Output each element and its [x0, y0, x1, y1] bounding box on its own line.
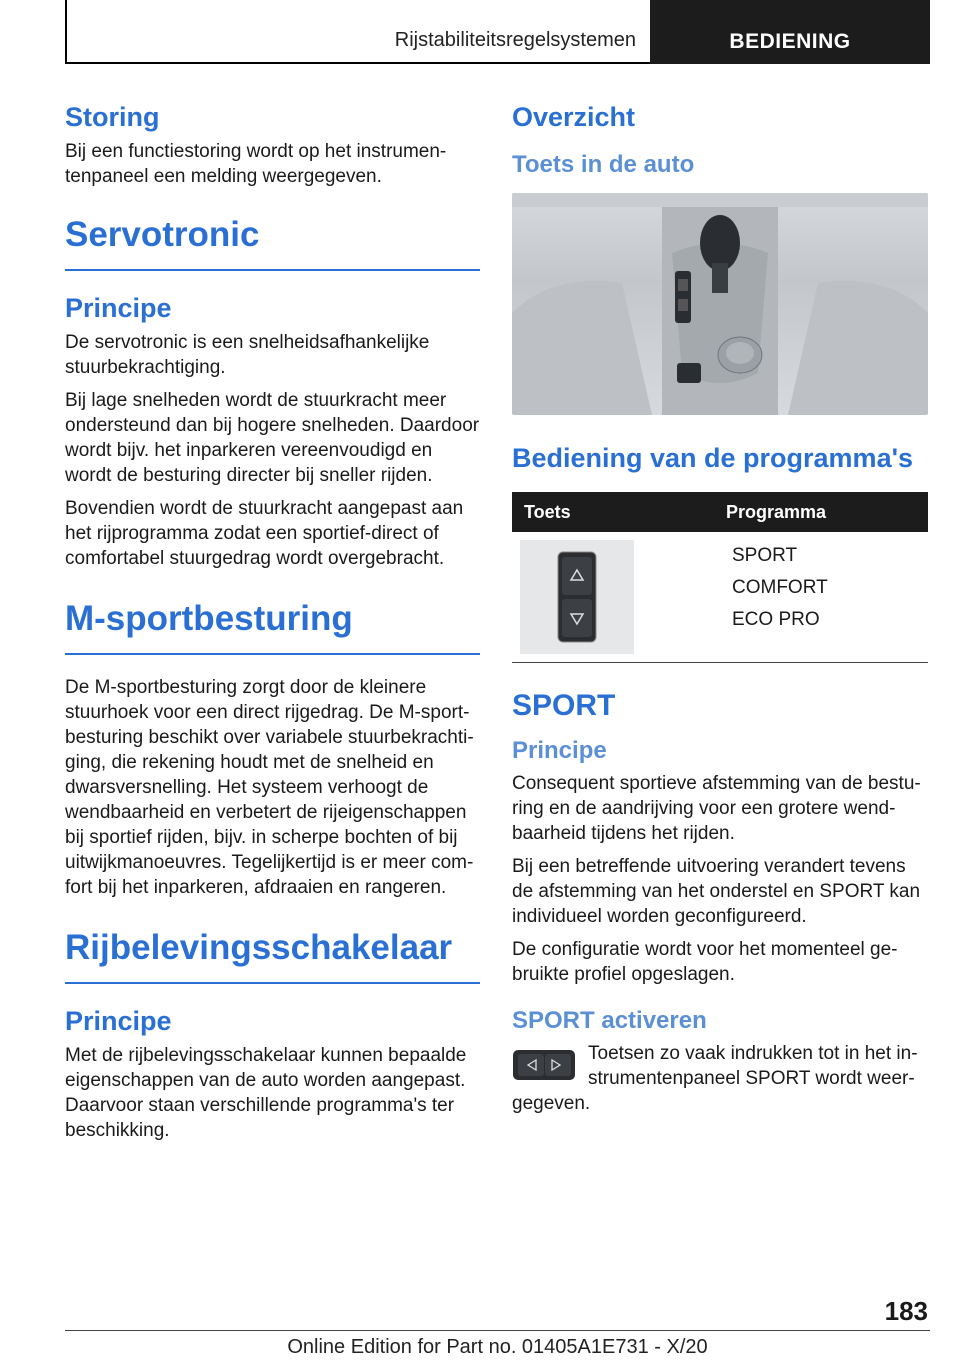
principe-heading-servotronic: Principe: [65, 293, 172, 323]
programs-table: [512, 492, 928, 663]
table-header-toets: Toets: [512, 492, 714, 532]
edition-footer: Online Edition for Part no. 01405A1E731 - X/20: [287, 1336, 708, 1358]
activeren-block: [512, 1041, 928, 1116]
storing-text: Bij een functiestoring wordt op het instrumen-tenpaneel een melding weergegeven.: [65, 141, 447, 187]
left-column: [65, 100, 480, 1151]
program-comfort: COMFORT: [732, 577, 828, 598]
page-number: 183: [884, 1296, 928, 1326]
console-illustration: [512, 193, 928, 415]
chapter-tab: BEDIENING: [650, 0, 930, 64]
toggle-switch-image: [520, 540, 634, 654]
rijbeleving-heading: Rijbelevingsschakelaar: [65, 928, 480, 984]
servotronic-paragraph-2: Bij lage snelheden wordt de stuurkracht meer ondersteund dan bij hogere snelheden. Daardoor wordt bijv. het inparkeren vereenvoudigd en wordt de besturing directer bij sneller rijden.: [65, 390, 480, 486]
sport-paragraph-3: De configuratie wordt voor het momenteel ge-bruikte profiel opgeslagen.: [512, 939, 898, 985]
sport-toggle-icon: [557, 551, 597, 643]
program-eco-pro: ECO PRO: [732, 609, 820, 630]
sport-activeren-heading: SPORT activeren: [512, 1007, 707, 1034]
sport-heading: SPORT: [512, 689, 616, 722]
toets-heading: Toets in de auto: [512, 151, 695, 178]
storing-heading: Storing: [65, 102, 160, 132]
sport-paragraph-2: Bij een betreffende uitvoering verandert tevens de afstemming van het onderstel en SPORT kan individueel worden geconfigureerd.: [512, 856, 921, 927]
msport-paragraph: De M-sportbesturing zorgt door de kleinere stuurhoek voor een direct rijgedrag. De M-sport-besturing beschikt over variabele stuurbekrachti-ging, die rekening houdt met de snelheid en dwarsversnelling. Het systeem verhoogt de wendbaarheid en verbetert de rijeigenschappen bij sportief rijden, bijv. in scherpe bochten of bij uitwijkmanoeuvres. Tegelijkertijd is er meer com-fort bij het inparkeren, afdraaien en rangeren.: [65, 677, 474, 898]
toets-cell: [512, 532, 714, 663]
page-header: [65, 0, 930, 64]
rijbeleving-paragraph: Met de rijbelevingsschakelaar kunnen bepaalde eigenschappen van de auto worden aangepast. Daarvoor staan verschillende programma's ter beschikking.: [65, 1045, 467, 1141]
right-column: [512, 100, 928, 1124]
msport-heading: M-sportbesturing: [65, 599, 480, 655]
program-sport: SPORT: [732, 545, 798, 566]
bediening-heading: Bediening van de programma's: [512, 443, 914, 473]
footer-divider: [65, 1330, 930, 1331]
servotronic-paragraph-1: De servotronic is een snelheidsafhankelijke stuurbekrachtiging.: [65, 332, 430, 378]
overzicht-heading: Overzicht: [512, 102, 636, 132]
programma-cell: [714, 532, 928, 663]
car-console-image: [512, 193, 928, 415]
toggle-button-icon: [512, 1049, 576, 1081]
table-row: [512, 532, 928, 663]
sport-activeren-text: Toetsen zo vaak indrukken tot in het in-strumentenpaneel SPORT wordt weer-gegeven.: [512, 1043, 918, 1114]
sport-paragraph-1: Consequent sportieve afstemming van de bestu-ring en de aandrijving voor een grotere wend-baarheid tijdens het rijden.: [512, 773, 921, 844]
servotronic-heading: Servotronic: [65, 215, 480, 271]
servotronic-paragraph-3: Bovendien wordt de stuurkracht aangepast aan het rijprogramma zodat een sportief-direct of comfortabel stuurgedrag wordt overgebracht.: [65, 498, 464, 569]
section-title: Rijstabiliteitsregelsystemen: [65, 0, 650, 64]
principe-heading-rijbeleving: Principe: [65, 1006, 172, 1036]
principe-heading-sport: Principe: [512, 737, 607, 764]
table-header-programma: Programma: [714, 492, 928, 532]
